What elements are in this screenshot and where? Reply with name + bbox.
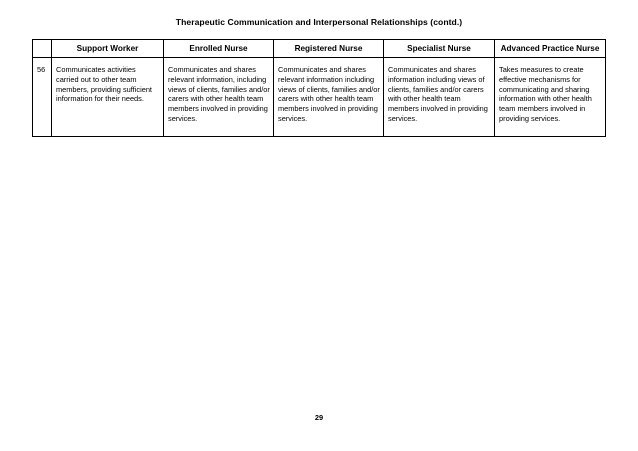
table-header-row bbox=[33, 40, 606, 58]
cell-specialist-nurse: Communicates and shares information including views of clients, families and/or carers with other health team members involved in providing services. bbox=[384, 58, 495, 137]
page-title: Therapeutic Communication and Interpersonal Relationships (contd.) bbox=[175, 17, 463, 27]
page-number: 29 bbox=[314, 413, 324, 422]
cell-support-worker: Communicates activities carried out to other team members, providing sufficient information for their needs. bbox=[52, 58, 164, 137]
cell-enrolled-nurse: Communicates and shares relevant information, including views of clients, families and/or carers with other health team members involved in providing services. bbox=[164, 58, 274, 137]
cell-advanced-practice-nurse: Takes measures to create effective mechanisms for communicating and sharing information with other health team members involved in providing services. bbox=[495, 58, 606, 137]
column-header-number bbox=[33, 40, 52, 58]
column-header-specialist-nurse: Specialist Nurse bbox=[384, 40, 495, 58]
competency-table bbox=[32, 39, 606, 137]
column-header-support-worker: Support Worker bbox=[52, 40, 164, 58]
table-row bbox=[33, 58, 606, 137]
column-header-registered-nurse: Registered Nurse bbox=[274, 40, 384, 58]
column-header-advanced-practice-nurse: Advanced Practice Nurse bbox=[495, 40, 606, 58]
column-header-enrolled-nurse: Enrolled Nurse bbox=[164, 40, 274, 58]
row-number: 56 bbox=[33, 58, 52, 137]
cell-registered-nurse: Communicates and shares relevant information including views of clients, families and/or carers with other health team members involved in providing services. bbox=[274, 58, 384, 137]
